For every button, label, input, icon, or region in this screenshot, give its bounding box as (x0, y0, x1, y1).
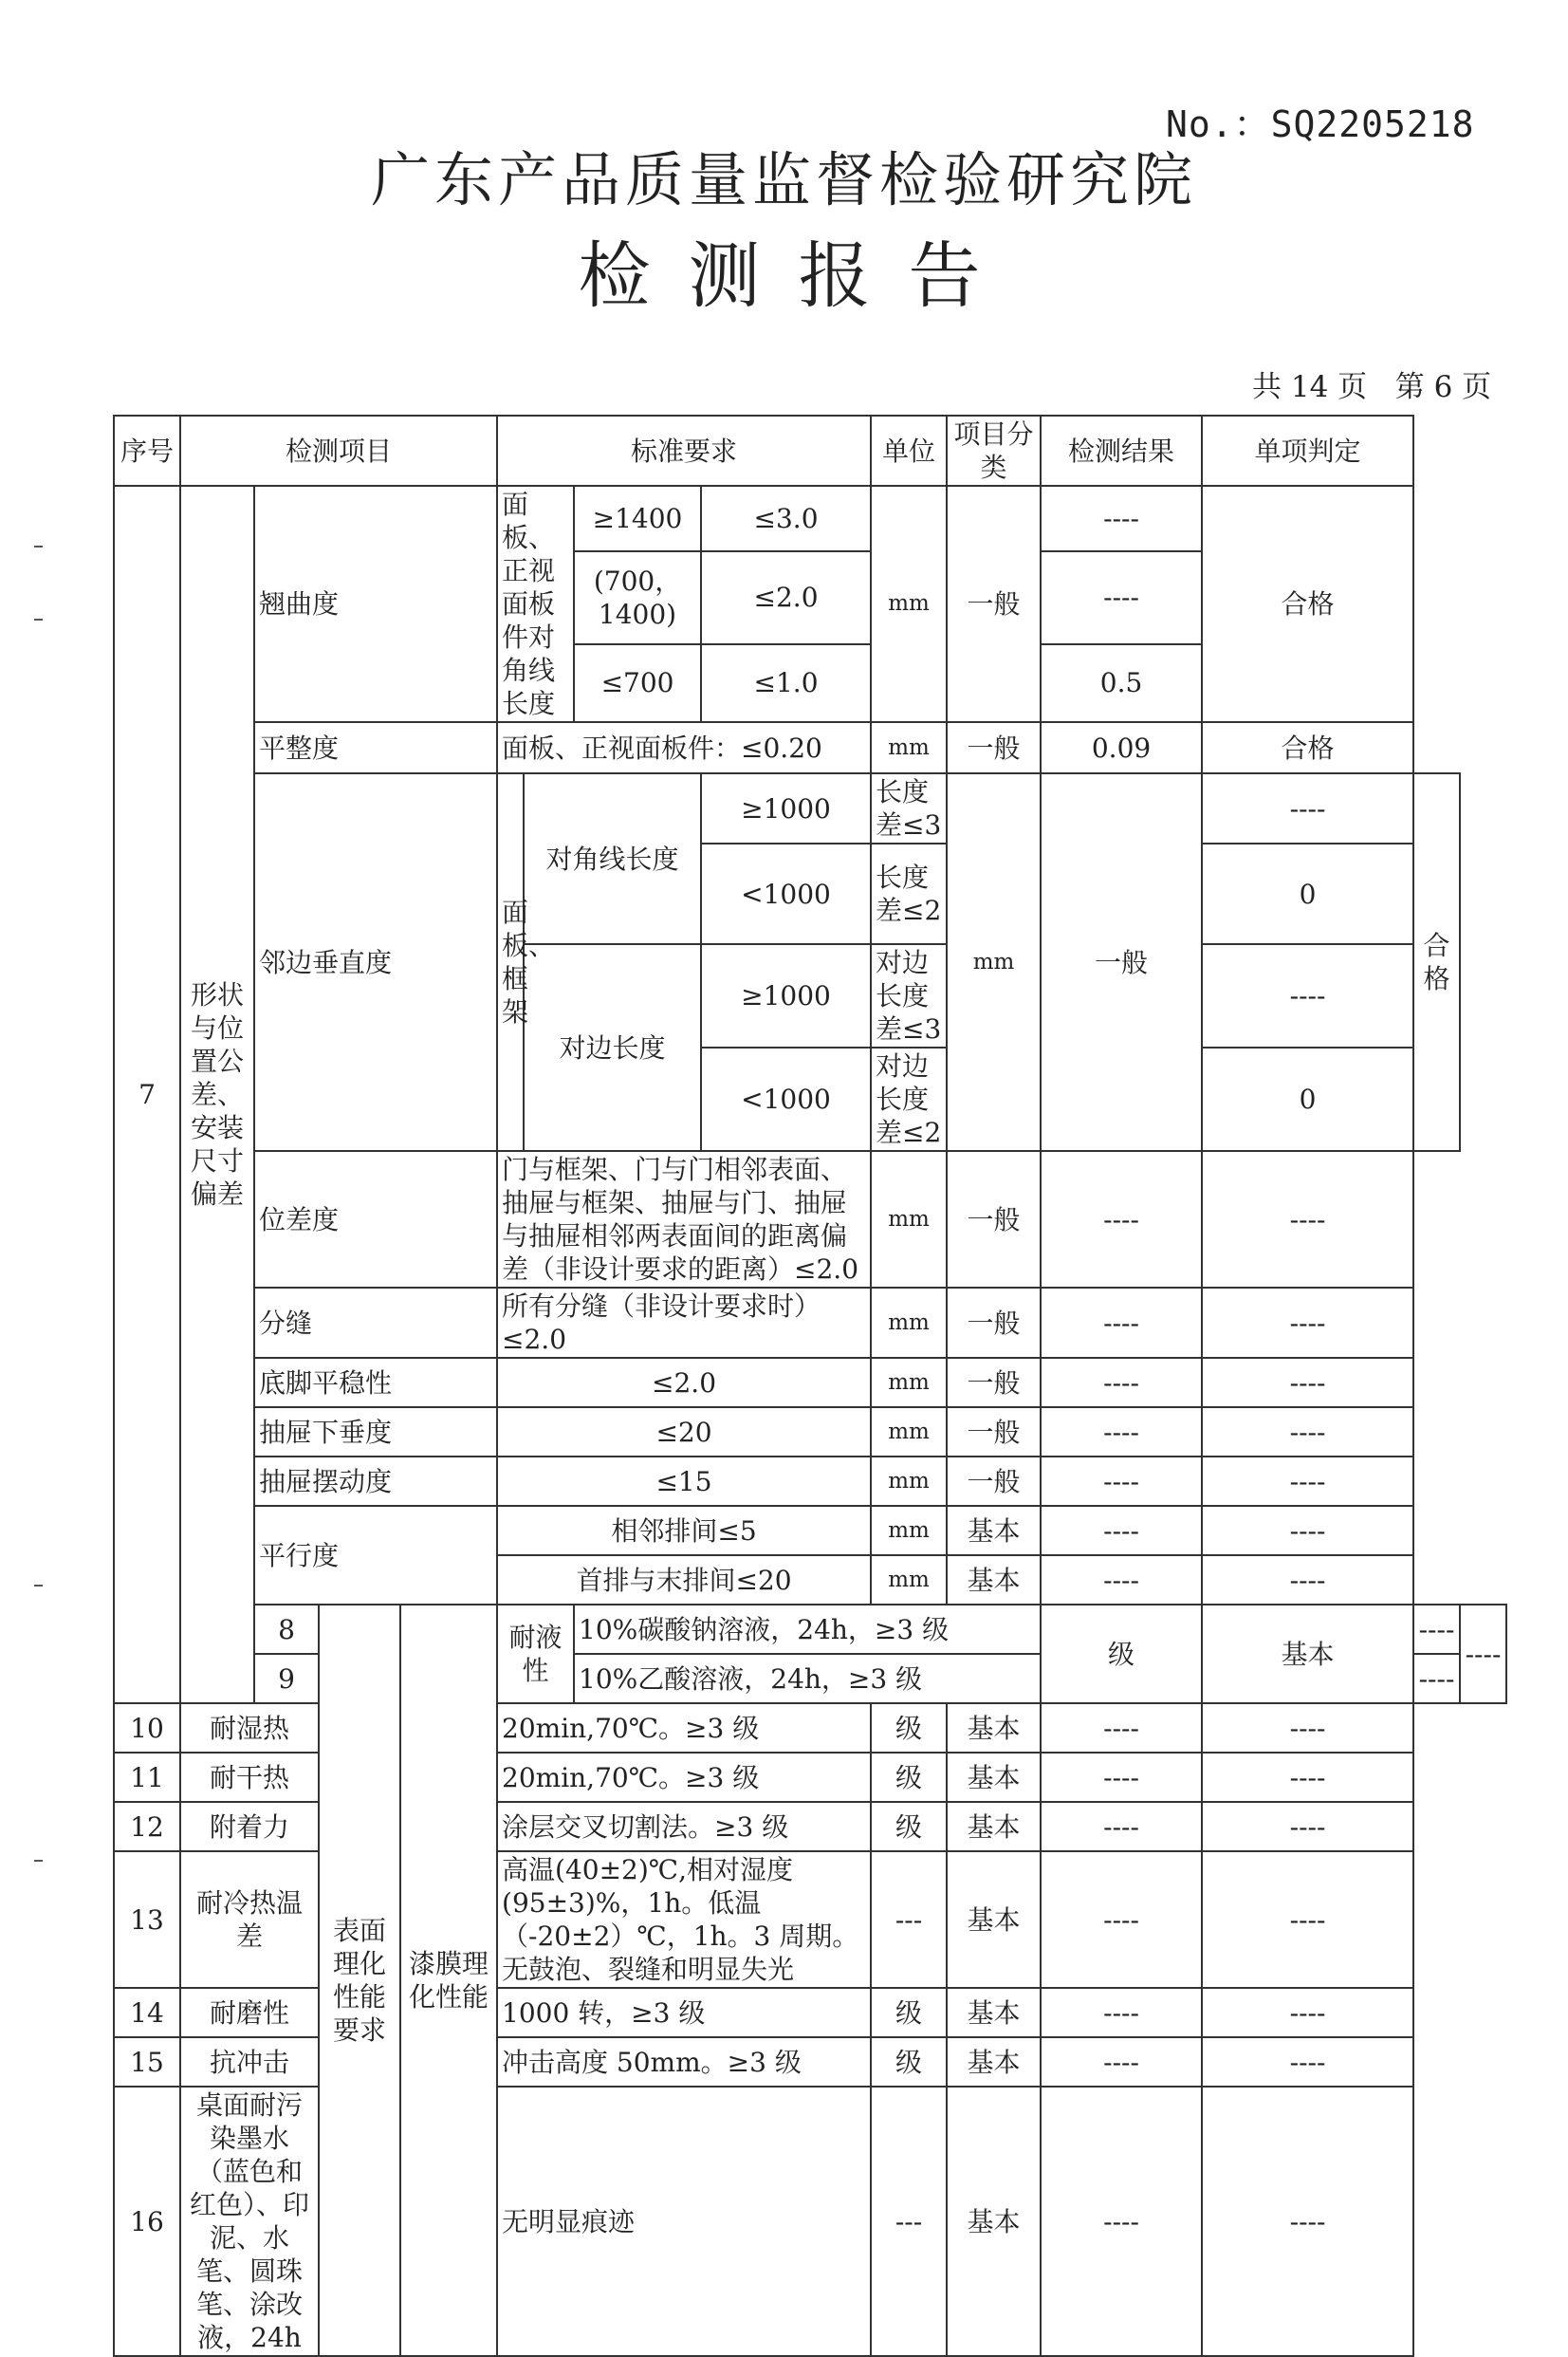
requirement-cell: 对边长度差≤2 (871, 1048, 947, 1151)
result-cell: ---- (1041, 1555, 1202, 1605)
col-unit-header: 单位 (871, 416, 947, 486)
category-cell: 一般 (1041, 773, 1202, 1151)
unit-cell: mm (871, 486, 947, 722)
verdict-cell: ---- (1202, 1988, 1413, 2037)
table-row (114, 1506, 1506, 1555)
standard-cell: 20min,70℃。≥3 级 (497, 1753, 871, 1802)
standard-cell: 10%乙酸溶液，24h，≥3 级 (574, 1654, 1041, 1703)
result-cell: 0.5 (1041, 644, 1202, 722)
unit-cell: --- (871, 2087, 947, 2356)
item-name-cell: 翘曲度 (254, 486, 497, 722)
unit-cell: mm (871, 1358, 947, 1407)
table-row (114, 1358, 1506, 1407)
subgroup-name-cell: 漆膜理化性能 (400, 1605, 497, 2356)
category-cell: 基本 (947, 2037, 1041, 2087)
seq-cell: 10 (114, 1703, 180, 1753)
requirement-cell: ≤2.0 (701, 551, 871, 644)
standard-cell: 首排与末排间≤20 (497, 1555, 871, 1605)
unit-cell: 级 (871, 1988, 947, 2037)
result-cell: ---- (1041, 486, 1202, 551)
seq-cell: 16 (114, 2087, 180, 2356)
condition-cell: 面板、正视面板件对角线长度 (497, 486, 574, 722)
category-cell: 一般 (947, 1407, 1041, 1457)
result-cell: ---- (1202, 773, 1413, 844)
result-cell: ---- (1413, 1605, 1460, 1654)
group-name-cell: 形状与位置公差、安装尺寸偏差 (180, 486, 254, 1703)
unit-cell: mm (871, 1506, 947, 1555)
standard-cell: 无明显痕迹 (497, 2087, 871, 2356)
standard-cell: 相邻排间≤5 (497, 1506, 871, 1555)
result-cell: ---- (1041, 1753, 1202, 1802)
unit-cell: mm (871, 1457, 947, 1506)
verdict-cell: 合格 (1202, 722, 1413, 773)
table-row (114, 486, 1506, 551)
standard-cell: ≤20 (497, 1407, 871, 1457)
result-cell: 0 (1202, 1048, 1413, 1151)
seq-cell: 13 (114, 1851, 180, 1988)
seq-cell: 14 (114, 1988, 180, 2037)
item-name-cell: 耐磨性 (180, 1988, 319, 2037)
result-cell: ---- (1041, 1151, 1202, 1288)
item-name-cell: 耐湿热 (180, 1703, 319, 1753)
result-cell: ---- (1041, 1407, 1202, 1457)
range-cell: ≤700 (574, 644, 701, 722)
range-cell: <1000 (701, 844, 871, 944)
scan-mark (34, 546, 43, 547)
requirement-cell: 长度差≤2 (871, 844, 947, 944)
category-cell: 基本 (947, 1802, 1041, 1851)
scan-mark (34, 619, 43, 621)
standard-cell: 面板、正视面板件：≤0.20 (497, 722, 871, 773)
category-cell: 基本 (947, 1506, 1041, 1555)
category-cell: 一般 (947, 1457, 1041, 1506)
scan-mark (34, 1585, 43, 1587)
standard-cell: 冲击高度 50mm。≥3 级 (497, 2037, 871, 2087)
result-cell: ---- (1041, 2087, 1202, 2356)
category-cell: 基本 (947, 2087, 1041, 2356)
unit-cell: 级 (871, 1703, 947, 1753)
category-cell: 基本 (947, 1753, 1041, 1802)
unit-cell: 级 (871, 1753, 947, 1802)
col-item-header: 检测项目 (180, 416, 497, 486)
table-row (114, 1288, 1506, 1358)
item-name-cell: 耐干热 (180, 1753, 319, 1802)
standard-cell: ≤15 (497, 1457, 871, 1506)
col-result-header: 检测结果 (1041, 416, 1202, 486)
result-cell: ---- (1041, 1802, 1202, 1851)
range-cell: ≥1000 (701, 773, 871, 844)
part-cell: 面板、框架 (497, 773, 524, 1151)
verdict-cell: ---- (1202, 2037, 1413, 2087)
verdict-cell: ---- (1202, 1358, 1413, 1407)
result-cell: ---- (1041, 2037, 1202, 2087)
result-cell: 0 (1202, 844, 1413, 944)
verdict-cell: ---- (1460, 1605, 1506, 1703)
result-cell: ---- (1041, 1988, 1202, 2037)
requirement-cell: 对边长度差≤3 (871, 944, 947, 1048)
col-standard-header: 标准要求 (497, 416, 871, 486)
unit-cell: mm (871, 1288, 947, 1358)
col-verdict-header: 单项判定 (1202, 416, 1413, 486)
category-cell: 基本 (1202, 1605, 1413, 1703)
verdict-cell: ---- (1202, 1407, 1413, 1457)
standard-cell: 10%碳酸钠溶液，24h，≥3 级 (574, 1605, 1041, 1654)
standard-cell: 所有分缝（非设计要求时）≤2.0 (497, 1288, 871, 1358)
verdict-cell: ---- (1202, 2087, 1413, 2356)
result-cell: ---- (1041, 1506, 1202, 1555)
unit-cell: mm (871, 722, 947, 773)
category-cell: 一般 (947, 1288, 1041, 1358)
requirement-cell: ≤1.0 (701, 644, 871, 722)
table-row (114, 722, 1506, 773)
result-cell: ---- (1041, 1703, 1202, 1753)
item-name-cell: 抗冲击 (180, 2037, 319, 2087)
result-cell: ---- (1041, 551, 1202, 644)
unit-cell: mm (871, 1151, 947, 1288)
verdict-cell: ---- (1202, 1151, 1413, 1288)
table-row (114, 1457, 1506, 1506)
organization-name: 广东产品质量监督检验研究院 (370, 145, 1197, 214)
item-name-cell: 桌面耐污染墨水（蓝色和红色）、印泥、水笔、圆珠笔、涂改液，24h (180, 2087, 319, 2356)
standard-cell: 20min,70℃。≥3 级 (497, 1703, 871, 1753)
item-name-cell: 分缝 (254, 1288, 497, 1358)
item-name-cell: 平整度 (254, 722, 497, 773)
category-cell: 一般 (947, 722, 1041, 773)
item-name-cell: 耐冷热温差 (180, 1851, 319, 1988)
seq-cell: 15 (114, 2037, 180, 2087)
range-cell: (700，1400) (574, 551, 701, 644)
item-name-cell: 位差度 (254, 1151, 497, 1288)
category-cell: 基本 (947, 1851, 1041, 1988)
col-category-header: 项目分类 (947, 416, 1041, 486)
verdict-cell: ---- (1202, 1457, 1413, 1506)
result-cell: ---- (1041, 1288, 1202, 1358)
verdict-cell: ---- (1202, 1753, 1413, 1802)
item-name-cell: 耐液性 (497, 1605, 574, 1703)
category-cell: 一般 (947, 1151, 1041, 1288)
document-title: 检测报告 (578, 233, 1019, 318)
requirement-cell: ≤3.0 (701, 486, 871, 551)
verdict-cell: ---- (1202, 1506, 1413, 1555)
item-name-cell: 附着力 (180, 1802, 319, 1851)
test-results-table (113, 415, 1507, 2357)
seq-cell: 9 (254, 1654, 319, 1703)
range-cell: ≥1400 (574, 486, 701, 551)
opposite-side-cell: 对边长度 (524, 944, 701, 1151)
category-cell: 一般 (947, 486, 1041, 722)
category-cell: 基本 (947, 1988, 1041, 2037)
verdict-cell: 合格 (1413, 773, 1460, 1151)
unit-cell: mm (947, 773, 1041, 1151)
page-info: 共 14 页 第 6 页 (1252, 370, 1492, 404)
range-cell: ≥1000 (701, 944, 871, 1048)
unit-cell: 级 (871, 2037, 947, 2087)
category-cell: 一般 (947, 1358, 1041, 1407)
item-name-cell: 平行度 (254, 1506, 497, 1605)
verdict-cell: ---- (1202, 1802, 1413, 1851)
col-seq-header: 序号 (114, 416, 180, 486)
unit-cell: mm (871, 1555, 947, 1605)
report-number: No.：SQ2205218 (1166, 103, 1475, 145)
unit-cell: 级 (1041, 1605, 1202, 1703)
group-name-cell: 表面理化性能要求 (319, 1605, 400, 2356)
requirement-cell: 长度差≤3 (871, 773, 947, 844)
table-row (114, 1407, 1506, 1457)
result-cell: ---- (1413, 1654, 1460, 1703)
unit-cell: mm (871, 1407, 947, 1457)
verdict-cell: ---- (1202, 1851, 1413, 1988)
standard-cell: 涂层交叉切割法。≥3 级 (497, 1802, 871, 1851)
verdict-cell: 合格 (1202, 486, 1413, 722)
range-cell: <1000 (701, 1048, 871, 1151)
seq-cell: 7 (114, 486, 180, 1703)
item-name-cell: 邻边垂直度 (254, 773, 497, 1151)
item-name-cell: 抽屉摆动度 (254, 1457, 497, 1506)
result-cell: ---- (1041, 1358, 1202, 1407)
item-name-cell: 底脚平稳性 (254, 1358, 497, 1407)
table-row (114, 773, 1506, 844)
verdict-cell: ---- (1202, 1703, 1413, 1753)
result-cell: ---- (1041, 1851, 1202, 1988)
seq-cell: 8 (254, 1605, 319, 1654)
standard-cell: 1000 转，≥3 级 (497, 1988, 871, 2037)
seq-cell: 11 (114, 1753, 180, 1802)
standard-cell: 门与框架、门与门相邻表面、抽屉与框架、抽屉与门、抽屉与抽屉相邻两表面间的距离偏差（非设计要求的距离）≤2.0 (497, 1151, 871, 1288)
seq-cell: 12 (114, 1802, 180, 1851)
scan-mark (34, 1860, 43, 1862)
item-name-cell: 抽屉下垂度 (254, 1407, 497, 1457)
diagonal-cell: 对角线长度 (524, 773, 701, 944)
standard-cell: 高温(40±2)℃,相对湿度(95±3)%，1h。低温（-20±2）℃，1h。3 周期。无鼓泡、裂缝和明显失光 (497, 1851, 871, 1988)
table-row (114, 1605, 1506, 1654)
table-header-row (114, 416, 1506, 486)
table-row (114, 1151, 1506, 1288)
standard-cell: ≤2.0 (497, 1358, 871, 1407)
category-cell: 基本 (947, 1555, 1041, 1605)
result-cell: ---- (1041, 1457, 1202, 1506)
unit-cell: --- (871, 1851, 947, 1988)
result-cell: 0.09 (1041, 722, 1202, 773)
unit-cell: 级 (871, 1802, 947, 1851)
verdict-cell: ---- (1202, 1288, 1413, 1358)
result-cell: ---- (1202, 944, 1413, 1048)
verdict-cell: ---- (1202, 1555, 1413, 1605)
category-cell: 基本 (947, 1703, 1041, 1753)
